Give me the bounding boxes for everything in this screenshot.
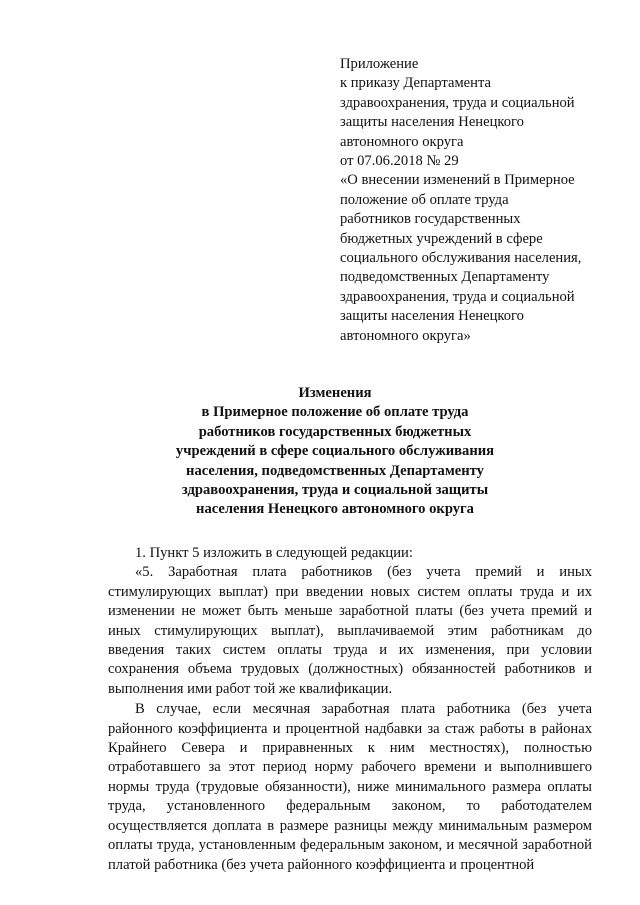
appendix-line: работников государственных bbox=[340, 211, 521, 228]
body-paragraph: 1. Пункт 5 изложить в следующей редакции: bbox=[135, 545, 413, 561]
appendix-line: защиты населения Ненецкого bbox=[340, 308, 524, 325]
appendix-line: Приложение bbox=[340, 56, 419, 72]
heading-line: работников государственных бюджетных bbox=[198, 423, 472, 440]
heading-line: здравоохранения, труда и социальной защиты bbox=[181, 482, 489, 499]
appendix-line: «О внесении изменений в Примерное bbox=[340, 172, 575, 189]
appendix-line: к приказу Департамента bbox=[340, 75, 491, 92]
appendix-line: здравоохранения, труда и социальной bbox=[340, 94, 575, 111]
appendix-line: здравоохранения, труда и социальной bbox=[340, 288, 575, 305]
document-body bbox=[108, 544, 592, 875]
document-heading bbox=[90, 384, 580, 520]
appendix-block bbox=[340, 55, 602, 346]
appendix-line: положение об оплате труда bbox=[340, 191, 509, 208]
appendix-line: социального обслуживания населения, bbox=[340, 250, 582, 267]
body-paragraph: «5. Заработная плата работников (без учета премий и иных стимулирующих выплат) при введении новых систем оплаты труда и их изменении не может быть меньше заработной платы (без учета премий и иных стимулирующих выплат), выплачиваемой этим работникам до введения таких систем оплаты труда и их изменения, при условии сохранения объема трудовых (должностных) обязанностей работников и выполнения ими работ той же квалификации. bbox=[108, 564, 592, 697]
heading-line: Изменения bbox=[298, 385, 372, 401]
heading-line: учреждений в сфере социального обслуживания bbox=[175, 443, 495, 460]
appendix-line: защиты населения Ненецкого bbox=[340, 114, 524, 131]
appendix-line: автономного округа bbox=[340, 133, 464, 150]
appendix-line: от 07.06.2018 № 29 bbox=[340, 153, 459, 170]
appendix-line: автономного округа» bbox=[340, 327, 471, 344]
appendix-line: подведомственных Департаменту bbox=[340, 269, 550, 286]
appendix-line: бюджетных учреждений в сфере bbox=[340, 230, 543, 247]
heading-line: населения, подведомственных Департаменту bbox=[186, 462, 484, 479]
body-paragraph: В случае, если месячная заработная плата работника (без учета районного коэффициента и процентной надбавки за стаж работы в районах Крайнего Севера и приравненных к ним местностях), полностью отработавшего за этот период норму рабочего времени и выполнившего нормы труда (трудовые обязанности), ниже минимального размера оплаты труда, установленного федеральным законом, то работодателем осуществляется доплата в размере разницы между минимальным размером оплаты труда, установленным федеральным законом, и месячной заработной платой работника (без учета районного коэффициента и процентной bbox=[108, 701, 592, 873]
heading-line: в Примерное положение об оплате труда bbox=[201, 404, 469, 421]
heading-line: населения Ненецкого автономного округа bbox=[196, 501, 474, 518]
